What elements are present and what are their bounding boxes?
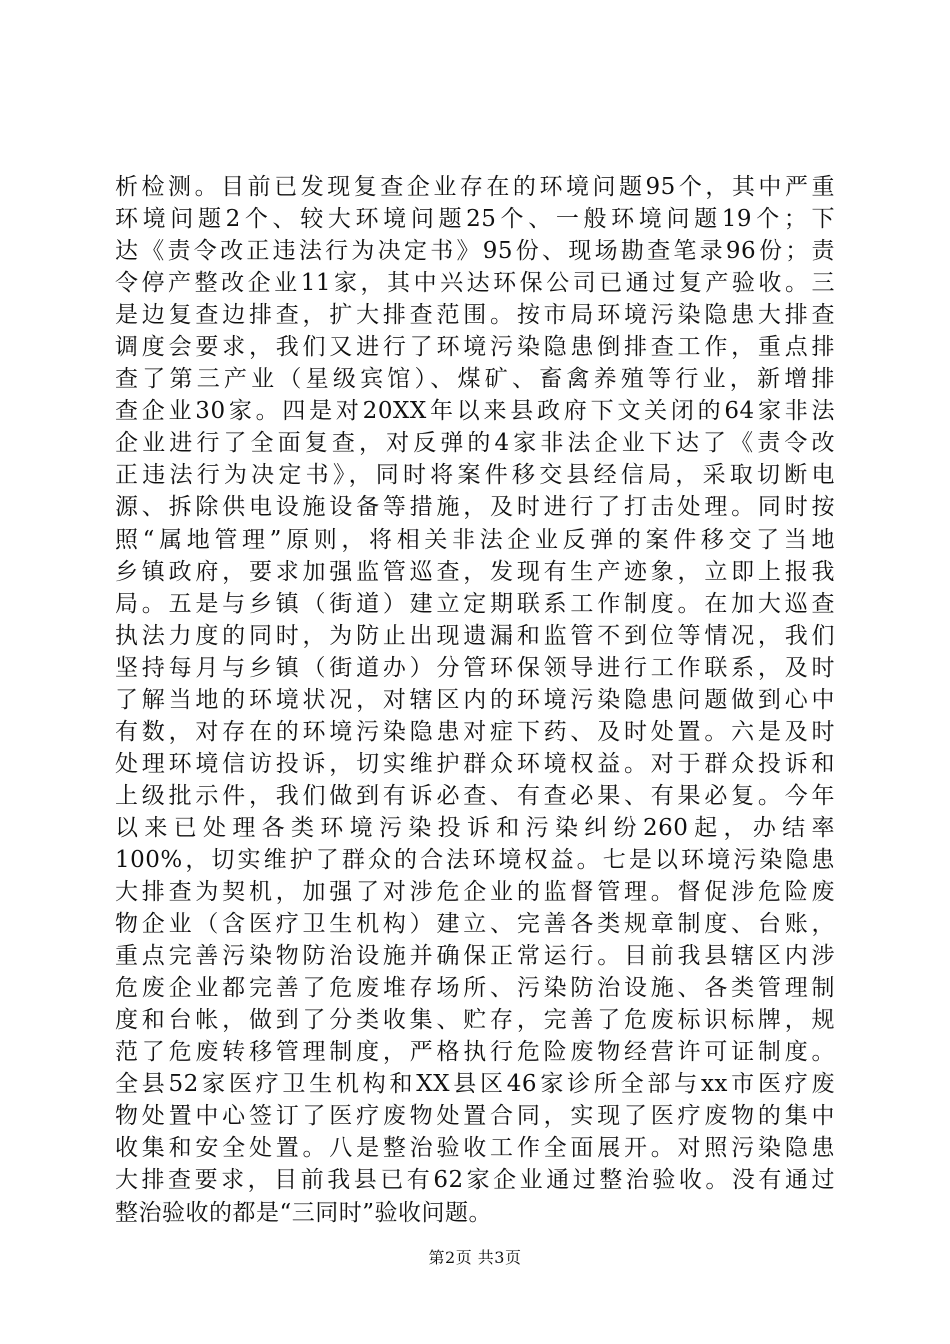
text-line: 重点完善污染物防治设施并确保正常运行。目前我县辖区内涉 [115, 943, 835, 970]
text-line: 坚持每月与乡镇（街道办）分管环保领导进行工作联系，及时 [115, 654, 835, 681]
text-line: 100%，切实维护了群众的合法环境权益。七是以环境污染隐患 [115, 846, 835, 873]
text-line: 物企业（含医疗卫生机构）建立、完善各类规章制度、台账， [115, 911, 835, 938]
text-line: 正违法行为决定书》，同时将案件移交县经信局，采取切断电 [115, 462, 835, 489]
text-line: 局。五是与乡镇（街道）建立定期联系工作制度。在加大巡查 [115, 590, 835, 617]
text-line: 查了第三产业（星级宾馆）、煤矿、畜禽养殖等行业，新增排 [115, 366, 835, 393]
page-number-footer: 第2页 共3页 [428, 1248, 522, 1267]
text-line: 调度会要求，我们又进行了环境污染隐患倒排查工作，重点排 [115, 334, 835, 361]
text-line: 收集和安全处置。八是整治验收工作全面展开。对照污染隐患 [115, 1135, 835, 1162]
text-line: 查企业30家。四是对20XX年以来县政府下文关闭的64家非法 [115, 398, 835, 425]
body-paragraph [115, 171, 835, 1229]
text-line: 达《责令改正违法行为决定书》95份、现场勘查笔录96份；责 [115, 238, 835, 265]
text-line: 令停产整改企业11家，其中兴达环保公司已通过复产验收。三 [115, 270, 835, 297]
text-line: 析检测。目前已发现复查企业存在的环境问题95个，其中严重 [115, 174, 835, 200]
text-line: 执法力度的同时，为防止出现遗漏和监管不到位等情况，我们 [115, 622, 835, 649]
text-line: 有数，对存在的环境污染隐患对症下药、及时处置。六是及时 [115, 718, 835, 745]
text-line: 是边复查边排查，扩大排查范围。按市局环境污染隐患大排查 [115, 302, 835, 329]
text-line: 以来已处理各类环境污染投诉和污染纠纷260起，办结率 [115, 814, 835, 841]
text-line: 上级批示件，我们做到有诉必查、有查必果、有果必复。今年 [115, 782, 835, 809]
text-line: 大排查为契机，加强了对涉危企业的监督管理。督促涉危险废 [115, 879, 835, 906]
text-line: 了解当地的环境状况，对辖区内的环境污染隐患问题做到心中 [115, 686, 835, 713]
text-line: 企业进行了全面复查，对反弹的4家非法企业下达了《责令改 [115, 430, 835, 457]
text-line: 度和台帐，做到了分类收集、贮存，完善了危废标识标牌，规 [115, 1007, 835, 1034]
text-line: 照“属地管理”原则，将相关非法企业反弹的案件移交了当地 [115, 526, 835, 553]
text-line: 范了危废转移管理制度，严格执行危险废物经营许可证制度。 [115, 1039, 835, 1066]
text-line: 源、拆除供电设施设备等措施，及时进行了打击处理。同时按 [115, 494, 835, 521]
text-line: 乡镇政府，要求加强监管巡查，发现有生产迹象，立即上报我 [115, 558, 835, 585]
text-line: 整治验收的都是“三同时”验收问题。 [115, 1199, 493, 1226]
text-line: 全县52家医疗卫生机构和XX县区46家诊所全部与xx市医疗废 [115, 1071, 835, 1098]
text-line: 物处置中心签订了医疗废物处置合同，实现了医疗废物的集中 [115, 1103, 835, 1130]
text-line: 大排查要求，目前我县已有62家企业通过整治验收。没有通过 [115, 1167, 835, 1194]
text-line: 环境问题2个、较大环境问题25个、一般环境问题19个；下 [115, 206, 835, 233]
text-line: 处理环境信访投诉，切实维护群众环境权益。对于群众投诉和 [115, 750, 835, 777]
text-line: 危废企业都完善了危废堆存场所、污染防治设施、各类管理制 [115, 975, 835, 1002]
